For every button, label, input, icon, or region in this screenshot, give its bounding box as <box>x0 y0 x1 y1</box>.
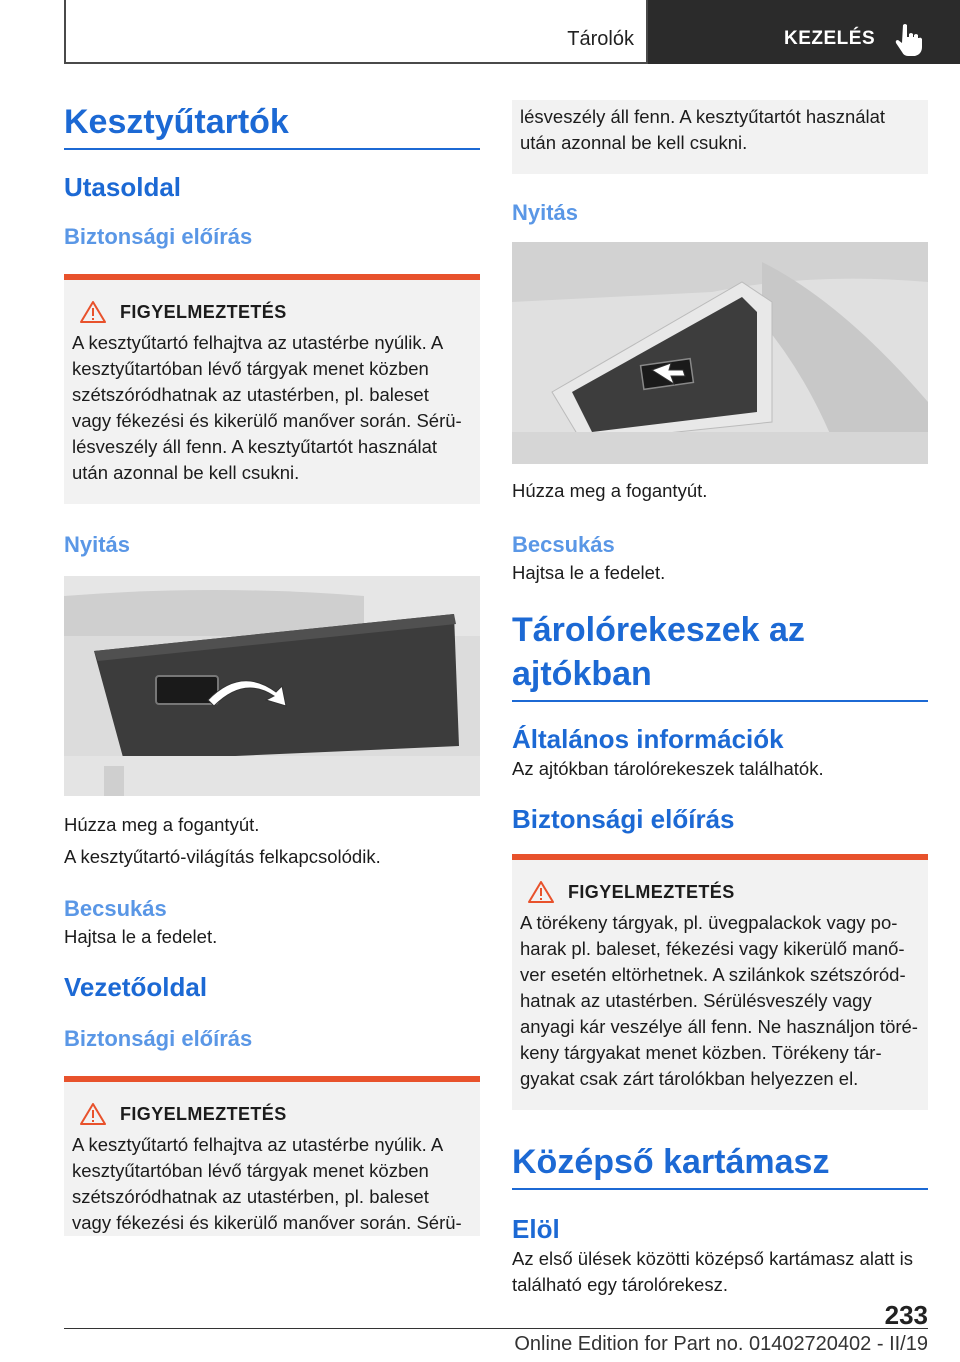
warning-box-doors <box>512 854 928 1110</box>
warning-text: A törékeny tárgyak, pl. üvegpalackok vagy po-harak pl. baleset, fékezési vagy kikerülő manő-ver esetén eltörhetnek. A szilánkok szétszóród-hatnak az utastérben. Sérülésveszély vagy anyagi kár veszélye áll fenn. Ne használjon töré-keny tárgyakat menet közben. Törékeny tár-gyakat csak zárt tárolókban helyezzen el. <box>520 912 918 1089</box>
warning-box-driver-continued <box>512 100 928 174</box>
light-info-passenger: A kesztyűtartó-világítás felkapcsolódik. <box>64 846 381 867</box>
right-column <box>512 100 928 1298</box>
footer-divider <box>64 1328 928 1329</box>
section-title-general-info: Általános információk <box>512 724 784 754</box>
open-instruction-driver: Húzza meg a fogantyút. <box>512 480 708 501</box>
chapter-title-armrest: Középső kartámasz <box>512 1140 928 1190</box>
open-instruction-passenger: Húzza meg a fogantyút. <box>64 814 260 835</box>
glovebox-driver-illustration <box>512 242 928 464</box>
close-instruction-passenger: Hajtsa le a fedelet. <box>64 926 218 947</box>
subsection-safety-passenger: Biztonsági előírás <box>64 224 253 249</box>
section-title-front: Elöl <box>512 1214 560 1244</box>
chapter-title-glovebox: Kesztyűtartók <box>64 100 480 150</box>
subsection-close-driver: Becsukás <box>512 532 615 557</box>
section-title-driver: Vezetőoldal <box>64 972 208 1002</box>
left-column <box>64 100 480 1236</box>
warning-triangle-icon <box>80 1102 106 1126</box>
footer-edition: Online Edition for Part no. 01402720402 - II/19 <box>514 1333 928 1355</box>
subsection-close-passenger: Becsukás <box>64 896 167 921</box>
close-instruction-driver: Hajtsa le a fedelet. <box>512 562 666 583</box>
header-chapter-tab <box>648 0 960 64</box>
warning-box-driver <box>64 1076 480 1236</box>
subsection-open-driver: Nyitás <box>512 200 579 225</box>
general-info-text: Az ajtókban tárolórekeszek találhatók. <box>512 758 824 779</box>
warning-triangle-icon <box>80 300 106 324</box>
warning-triangle-icon <box>528 880 554 904</box>
warning-box-passenger <box>64 274 480 504</box>
section-title-safety-doors: Biztonsági előírás <box>512 804 735 834</box>
warning-text: A kesztyűtartó felhajtva az utastérbe nyúlik. A kesztyűtartóban lévő tárgyak menet közben szétszóródhatnak az utastérben, pl. baleset vagy fékezési és kikerülő manőver során. Sérü- <box>72 1134 462 1233</box>
header-section-title: Tárolók <box>567 28 634 50</box>
subsection-open-passenger: Nyitás <box>64 532 131 557</box>
hand-pointer-icon <box>894 22 924 56</box>
header-chapter-title: KEZELÉS <box>784 28 876 49</box>
subsection-safety-driver: Biztonsági előírás <box>64 1026 253 1051</box>
warning-text-continued: lésveszély áll fenn. A kesztyűtartót használat után azonnal be kell csukni. <box>520 106 886 153</box>
warning-text: A kesztyűtartó felhajtva az utastérbe nyúlik. A kesztyűtartóban lévő tárgyak menet közben szétszóródhatnak az utastérben, pl. baleset vagy fékezési és kikerülő manőver során. Sérü-lésveszély áll fenn. A kesztyűtartót használat után azonnal be kell csukni. <box>72 332 462 483</box>
glovebox-passenger-illustration <box>64 576 480 796</box>
warning-label: FIGYELMEZTETÉS <box>120 1103 287 1124</box>
header-section-tab <box>64 0 648 64</box>
warning-label: FIGYELMEZTETÉS <box>568 881 735 902</box>
section-title-passenger: Utasoldal <box>64 172 182 202</box>
chapter-title-door-storage: Tárolórekeszek az ajtókban <box>512 608 928 702</box>
warning-label: FIGYELMEZTETÉS <box>120 301 287 322</box>
page-number: 233 <box>884 1300 928 1330</box>
front-armrest-text: Az első ülések közötti középső kartámasz alatt is található egy tárolórekesz. <box>512 1248 914 1295</box>
